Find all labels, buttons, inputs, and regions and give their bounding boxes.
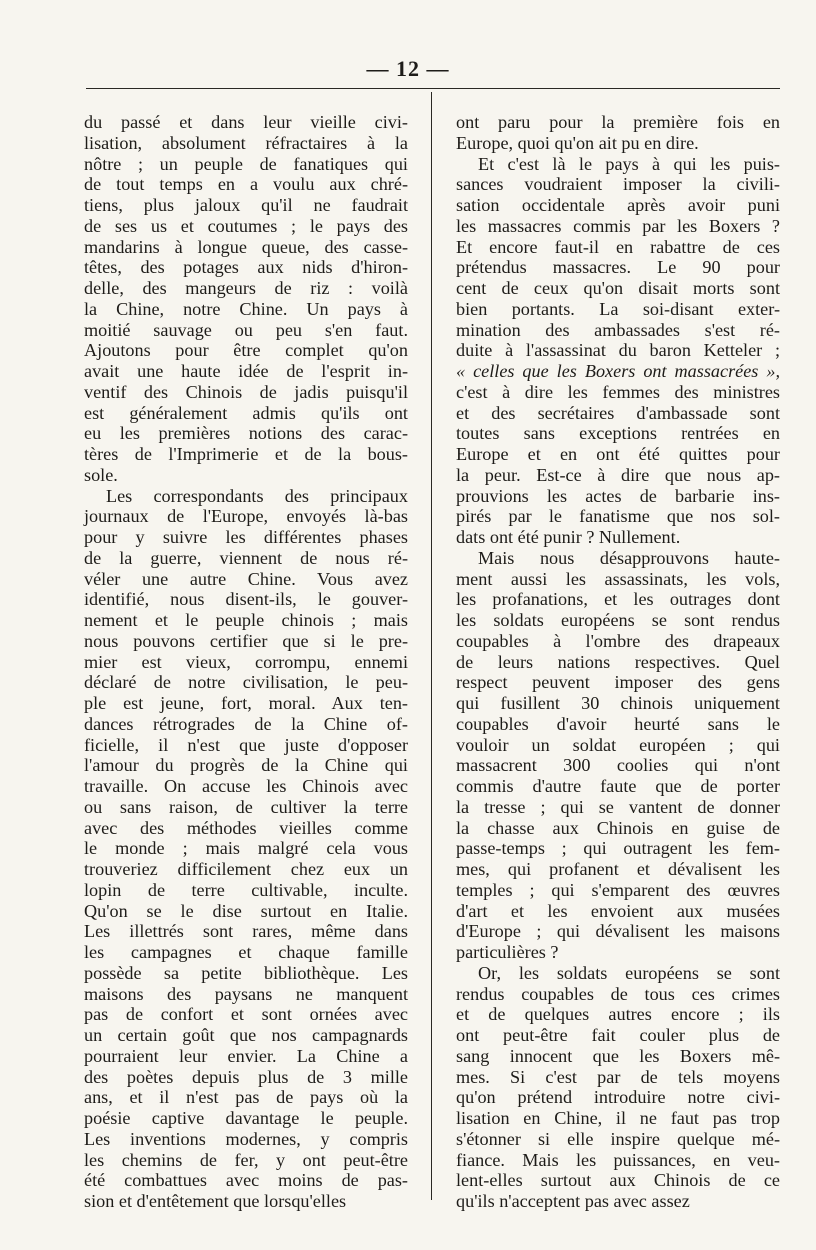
- left-column: [84, 112, 408, 1212]
- text-line: ont peut-être fait couler plus de: [456, 1025, 780, 1045]
- text-line: s'étonner si elle inspire quelque mé-: [456, 1128, 780, 1149]
- text-line: Ajoutons pour être complet qu'on: [84, 340, 408, 361]
- paragraph: [456, 112, 780, 154]
- text-line: trouveriez difficilement chez eux un: [84, 859, 408, 879]
- text-line: d'art et les envoient aux musées: [456, 900, 780, 921]
- text-line: la tresse ; qui se vantent de donner: [456, 796, 780, 817]
- text-line: ficielle, il n'est que juste d'opposer: [84, 734, 408, 755]
- text-line: Europe et en ont été quittes pour: [456, 444, 780, 464]
- text-line: ple est jeune, fort, moral. Aux ten-: [84, 693, 408, 713]
- text-line: la chasse aux Chinois en guise de: [456, 817, 780, 838]
- text-line: le monde ; mais malgré cela vous: [84, 838, 408, 859]
- text-line: ment aussi les assassinats, les vols,: [456, 568, 780, 589]
- right-column: [456, 112, 780, 1212]
- text-line: Et encore faut-il en rabattre de ces: [456, 236, 780, 257]
- text-line: coupables d'avoir heurté sans le: [456, 713, 780, 734]
- text-line: été combattues avec moins de pas-: [84, 1170, 408, 1191]
- text-line: la peur. Est-ce à dire que nous ap-: [456, 464, 780, 485]
- text-line: pas de confort et sont ornées avec: [84, 1004, 408, 1025]
- text-line: les profanations, et les outrages dont: [456, 589, 780, 610]
- text-line: avec des méthodes vieilles comme: [84, 817, 408, 838]
- text-line: de leurs nations respectives. Quel: [456, 651, 780, 672]
- text-line: mes, qui profanent et dévalisent les: [456, 859, 780, 879]
- text-line: Les correspondants des principaux: [106, 485, 408, 506]
- text-line: prétendus massacres. Le 90 pour: [456, 257, 780, 278]
- text-line: particulières ?: [456, 942, 559, 962]
- text-line: mes. Si c'est par de tels moyens: [456, 1066, 780, 1087]
- text-line: Or, les soldats européens se sont: [478, 962, 780, 983]
- text-line: « celles que les Boxers ont massacrées »,: [456, 361, 780, 381]
- header-rule: [86, 88, 780, 89]
- text-line: têtes, des potages aux nids d'hiron-: [84, 257, 408, 278]
- text-line: maisons des paysans ne manquent: [84, 983, 408, 1004]
- text-line: mandarins à longue queue, des casse-: [84, 236, 408, 257]
- text-line: du passé et dans leur vieille civi-: [84, 112, 408, 132]
- text-line: mination des ambassades s'est ré-: [456, 319, 780, 340]
- text-line: pourraient leur envier. La Chine a: [84, 1045, 408, 1066]
- text-line: possède sa petite bibliothèque. Les: [84, 962, 408, 983]
- paragraph: [456, 963, 780, 1212]
- text-line: qu'on prétend introduire notre civi-: [456, 1087, 780, 1108]
- text-line: prouvions les actes de barbarie ins-: [456, 485, 780, 506]
- text-line: nement et le peuple chinois ; mais: [84, 610, 408, 630]
- text-line: Europe, quoi qu'on ait pu en dire.: [456, 132, 699, 153]
- text-line: identifié, nous disent-ils, le gouver-: [84, 589, 408, 610]
- text-line: toutes sans exceptions rentrées en: [456, 423, 780, 444]
- text-line: sances voudraient imposer la civili-: [456, 174, 780, 195]
- text-line: nôtre ; un peuple de fanatiques qui: [84, 153, 408, 174]
- text-line: lisation en Chine, il ne faut pas trop: [456, 1108, 780, 1128]
- text-line: journaux de l'Europe, envoyés là-bas: [84, 506, 408, 527]
- text-line: est généralement admis qu'ils ont: [84, 402, 408, 423]
- text-line: sion et d'entêtement que lorsqu'elles: [84, 1191, 347, 1211]
- text-line: et des secrétaires d'ambassade sont: [456, 402, 780, 423]
- text-line: passe-temps ; qui outragent les fem-: [456, 838, 780, 859]
- text-line: Les inventions modernes, y compris: [84, 1128, 408, 1149]
- text-line: les massacres commis par les Boxers ?: [456, 215, 780, 236]
- text-line: pirés par le fanatisme que nos sol-: [456, 506, 780, 527]
- text-line: les chemins de fer, y ont peut-être: [84, 1149, 408, 1170]
- paragraph: [456, 154, 780, 548]
- text-line: mier est vieux, corrompu, ennemi: [84, 651, 408, 672]
- text-line: dances rétrogrades de la Chine of-: [84, 713, 408, 734]
- text-line: vouloir un soldat européen ; qui: [456, 734, 780, 755]
- text-line: déclaré de notre civilisation, le peu-: [84, 672, 408, 693]
- text-line: lisation, absolument réfractaires à la: [84, 132, 408, 153]
- text-line: dats ont été punir ? Nullement.: [456, 527, 681, 547]
- text-line: sole.: [84, 464, 118, 485]
- text-line: poésie captive davantage le peuple.: [84, 1108, 408, 1128]
- text-line: Mais nous désapprouvons haute-: [478, 547, 780, 568]
- text-line: respect peuvent imposer des gens: [456, 672, 780, 693]
- text-line: rendus coupables de tous ces crimes: [456, 983, 780, 1004]
- text-line: de la guerre, viennent de nous ré-: [84, 547, 408, 568]
- text-line: moitié sauvage ou peu s'en faut.: [84, 319, 408, 340]
- text-line: cent de ceux qu'on disait morts sont: [456, 278, 780, 298]
- text-line: les soldats européens se sont rendus: [456, 610, 780, 630]
- text-line: duite à l'assassinat du baron Ketteler ;: [456, 340, 780, 361]
- text-line: travaille. On accuse les Chinois avec: [84, 776, 408, 796]
- text-line: ont paru pour la première fois en: [456, 112, 780, 132]
- text-line: fiance. Mais les puissances, en veu-: [456, 1149, 780, 1170]
- text-line: de ses us et coutumes ; le pays des: [84, 215, 408, 236]
- text-line: massacrent 300 coolies qui n'ont: [456, 755, 780, 776]
- paragraph: [84, 112, 408, 486]
- page-number: — 12 —: [366, 56, 450, 81]
- text-line: delle, des mangeurs de riz : voilà: [84, 278, 408, 298]
- text-line: qui fusillent 30 chinois uniquement: [456, 693, 780, 713]
- paragraph: [456, 548, 780, 963]
- text-line: ans, et il n'est pas de pays où la: [84, 1087, 408, 1108]
- text-line: coupables à l'ombre des drapeaux: [456, 630, 780, 651]
- text-line: avait une haute idée de l'esprit in-: [84, 361, 408, 381]
- text-line: sation occidentale après avoir puni: [456, 195, 780, 215]
- text-line: des poètes depuis plus de 3 mille: [84, 1066, 408, 1087]
- text-line: d'Europe ; qui dévalisent les maisons: [456, 921, 780, 942]
- text-line: véler une autre Chine. Vous avez: [84, 568, 408, 589]
- paragraph: [84, 486, 408, 1212]
- text-line: sang innocent que les Boxers mê-: [456, 1045, 780, 1066]
- column-divider: [431, 92, 432, 1200]
- text-line: ventif des Chinois de jadis puisqu'il: [84, 381, 408, 402]
- text-line: tiens, plus jaloux qu'il ne faudrait: [84, 195, 408, 215]
- text-line: ou sans raison, de cultiver la terre: [84, 796, 408, 817]
- text-line: et de quelques autres encore ; ils: [456, 1004, 780, 1025]
- text-line: Qu'on se le dise surtout en Italie.: [84, 900, 408, 921]
- text-line: eu les premières notions des carac-: [84, 423, 408, 444]
- text-line: la Chine, notre Chine. Un pays à: [84, 298, 408, 319]
- text-line: commis d'autre faute que de porter: [456, 776, 780, 796]
- text-line: tères de l'Imprimerie et de la bous-: [84, 444, 408, 464]
- text-line: nous pouvons certifier que si le pre-: [84, 630, 408, 651]
- text-line: un certain goût que nos campagnards: [84, 1025, 408, 1045]
- text-line: c'est à dire les femmes des ministres: [456, 381, 780, 402]
- text-line: de tout temps en a voulu aux chré-: [84, 174, 408, 195]
- text-line: bien portants. La soi-disant exter-: [456, 298, 780, 319]
- text-line: Les illettrés sont rares, même dans: [84, 921, 408, 942]
- text-line: Et c'est là le pays à qui les puis-: [478, 153, 780, 174]
- text-line: temples ; qui s'emparent des œuvres: [456, 879, 780, 900]
- text-line: l'amour du progrès de la Chine qui: [84, 755, 408, 776]
- text-line: lent-elles surtout aux Chinois de ce: [456, 1170, 780, 1191]
- text-line: les campagnes et chaque famille: [84, 942, 408, 962]
- text-line: pour y suivre les différentes phases: [84, 527, 408, 547]
- text-line: qu'ils n'acceptent pas avec assez: [456, 1191, 690, 1211]
- text-line: lopin de terre cultivable, inculte.: [84, 879, 408, 900]
